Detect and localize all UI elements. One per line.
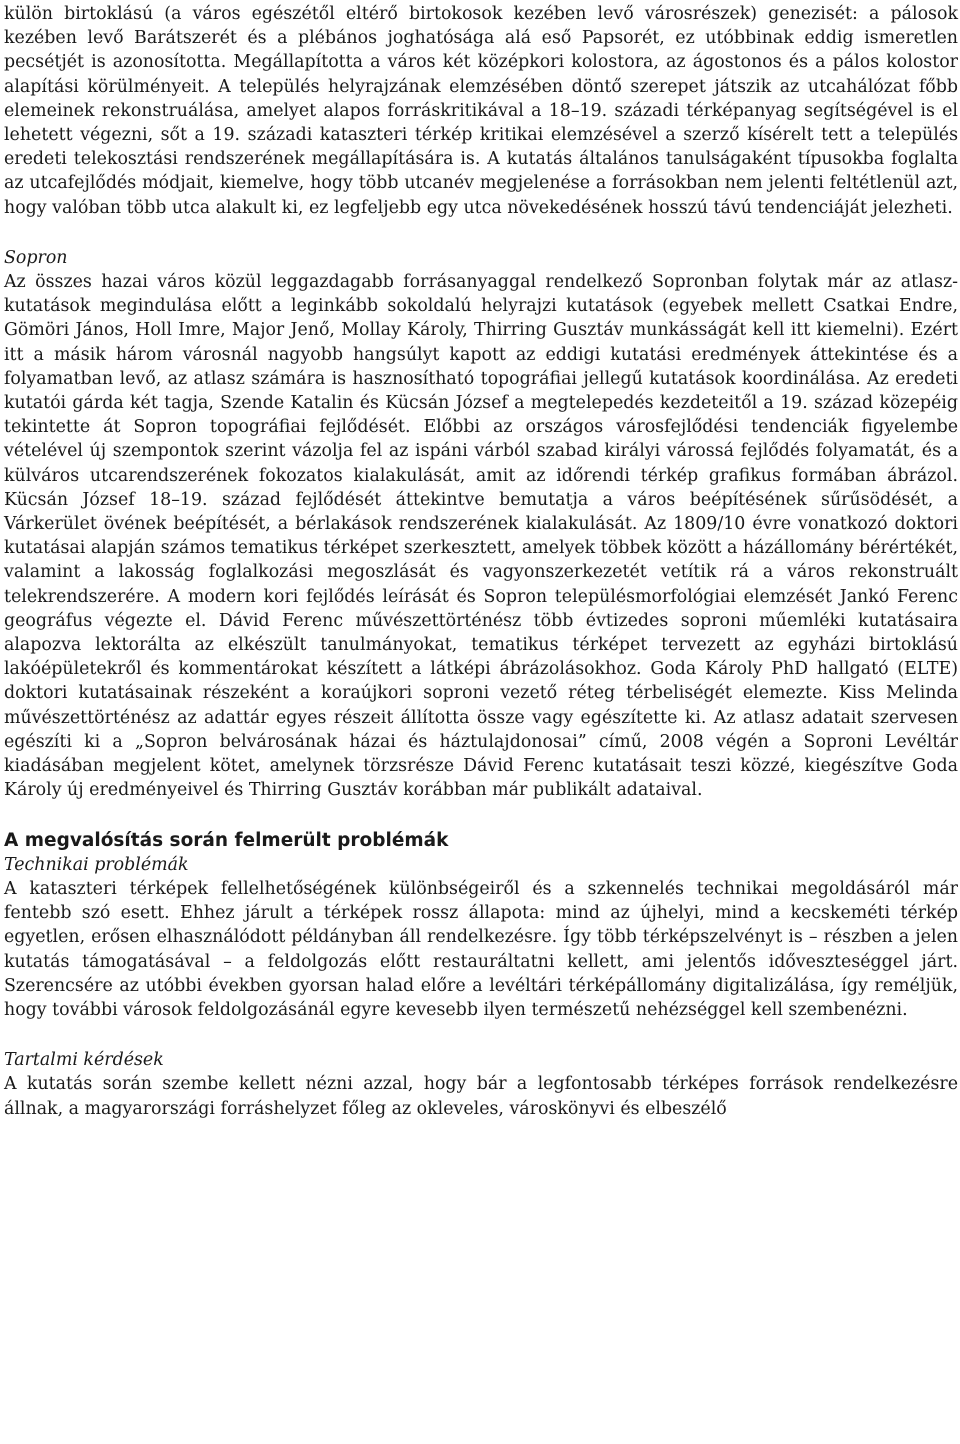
technical-problems-paragraph: A kataszteri térképek fellelhetőségének különbségeiről és a szkennelés technikai megoldásáról már fentebb szó esett. Ehhez járult a térképek rossz állapota: mind az újhelyi, mind a kecskeméti térkép egyetlen, erősen elhasználódott példányban áll rendelkezésre. Így több térképszelvényt is – részben a jelen kutatás támogatásával – a feldolgozás előtt restauráltatni kellett, ami jelentős időveszteséggel járt. Szerencsére az utóbbi években gyorsan halad előre a levéltári térképállomány digitalizálása, így reméljük, hogy további városok feldolgozásánál egyre kevesebb ilyen természetű nehézséggel kell szembenézni. bbox=[4, 878, 958, 1020]
intro-paragraph: külön birtoklású (a város egészétől eltérő birtokosok kezében levő városrészek) genezisét: a pálosok kezében levő Barátszerét és a plébános joghatósága alá eső Papsorét, ez utóbbinak eddig ismeretlen pecsétjét is azonosította. Megállapította a város két középkori kolostora, az ágostonos és a pálos kolostor alapítási körülményeit. A település helyrajzának elemzésében döntő szerepet játszik az utcahálózat főbb elemeinek rekonstruálása, amelyet alapos forráskritikával a 18–19. századi térképanyag segítségével is el lehetett végezni, sőt a 19. századi kataszteri térkép kritikai elemzésével a szerző kísérelt tett a település eredeti telekosztási rendszerének megállapítására is. A kutatás általános tanulságaként típusokba foglalta az utcafejlődés módjait, kiemelve, hogy több utcanév megjelenése a forrásokban nem jelenti feltétlenül azt, hogy valóban több utca alakult ki, ez legfeljebb egy utca növekedésének hosszú távú tendenciáját jelezheti. bbox=[4, 4, 958, 218]
sopron-paragraph: Az összes hazai város közül leggazdagabb forrásanyaggal rendelkező Sopronban folytak már az atlasz-kutatások megindulása előtt a leginkább sokoldalú helyrajzi kutatások (egyebek mellett Csatkai Endre, Gömöri János, Holl Imre, Major Jenő, Mollay Károly, Thirring Gusztáv munkásságát kell itt kiemelni). Ezért itt a másik három városnál nagyobb hangsúlyt kapott az eddigi kutatási eredmények áttekintése és a folyamatban levő, az atlasz számára is hasznosítható topográfiai jellegű kutatások koordinálása. Az eredeti kutatói gárda két tagja, Szende Katalin és Kücsán József a megtelepedés kezdeteitől a 19. század közepéig tekintette át Sopron topográfiai fejlődését. Előbbi az országos városfejlődési tendenciák figyelembe vételével új szempontok szerint vázolja fel az ispáni várból szabad királyi várossá fejlődés folyamatát, és a külváros utcarendszerének fokozatos kialakulását, amit az időrendi térkép grafikus formában ábrázol. Kücsán József 18–19. század fejlődését áttekintve bemutatja a város beépítésének sűrűsödését, a Várkerület övének beépítését, a bérlakások rendszerének kialakulását. Az 1809/10 évre vonatkozó doktori kutatásai alapján számos tematikus térképet szerkesztett, amelyek többek között a házállomány bérértékét, valamint a lakosság foglalkozási megoszlását és vagyonszerkezetét vetítik rá a város rekonstruált telekrendszerére. A modern kori fejlődés leírását és Sopron településmorfológiai elemzését Jankó Ferenc geográfus végezte el. Dávid Ferenc művészettörténész több évtizedes soproni műemléki kutatásaira alapozva lektorálta az elkészült tanulmányokat, tematikus térképet tervezett az egyházi birtoklású lakóépületekről és kommentárokat készített a látképi ábrázolásokhoz. Goda Károly PhD hallgató (ELTE) doktori kutatásainak részeként a koraújkori soproni vezető réteg térbeliségét elemezte. Kiss Melinda művészettörténész az adattár egyes részeit állította össze vagy egészítette ki. Az atlasz adatait szervesen egészíti ki a „Sopron belvárosának házai és háztulajdonosai” című, 2008 végén a Soproni Levéltár kiadásában megjelent kötet, amelynek törzsrésze Dávid Ferenc kutatásait teszi közzé, kiegészítve Goda Károly új eredményeivel és Thirring Gusztáv korábban már publikált adataival. bbox=[4, 272, 958, 801]
technical-problems-heading: Technikai problémák bbox=[4, 854, 189, 875]
paragraph-spacer bbox=[4, 1022, 958, 1048]
content-questions-heading: Tartalmi kérdések bbox=[4, 1050, 164, 1071]
sopron-heading: Sopron bbox=[4, 247, 68, 268]
content-questions-paragraph: A kutatás során szembe kellett nézni azzal, hogy bár a legfontosabb térképes források rendelkezésre állnak, a magyarországi forráshelyzet főleg az okleveles, városkönyvi és elbeszélő bbox=[4, 1074, 958, 1119]
section-spacer bbox=[4, 803, 958, 829]
paragraph-spacer bbox=[4, 220, 958, 246]
problems-heading: A megvalósítás során felmerült problémák bbox=[4, 829, 449, 851]
document-page bbox=[4, 0, 958, 1121]
